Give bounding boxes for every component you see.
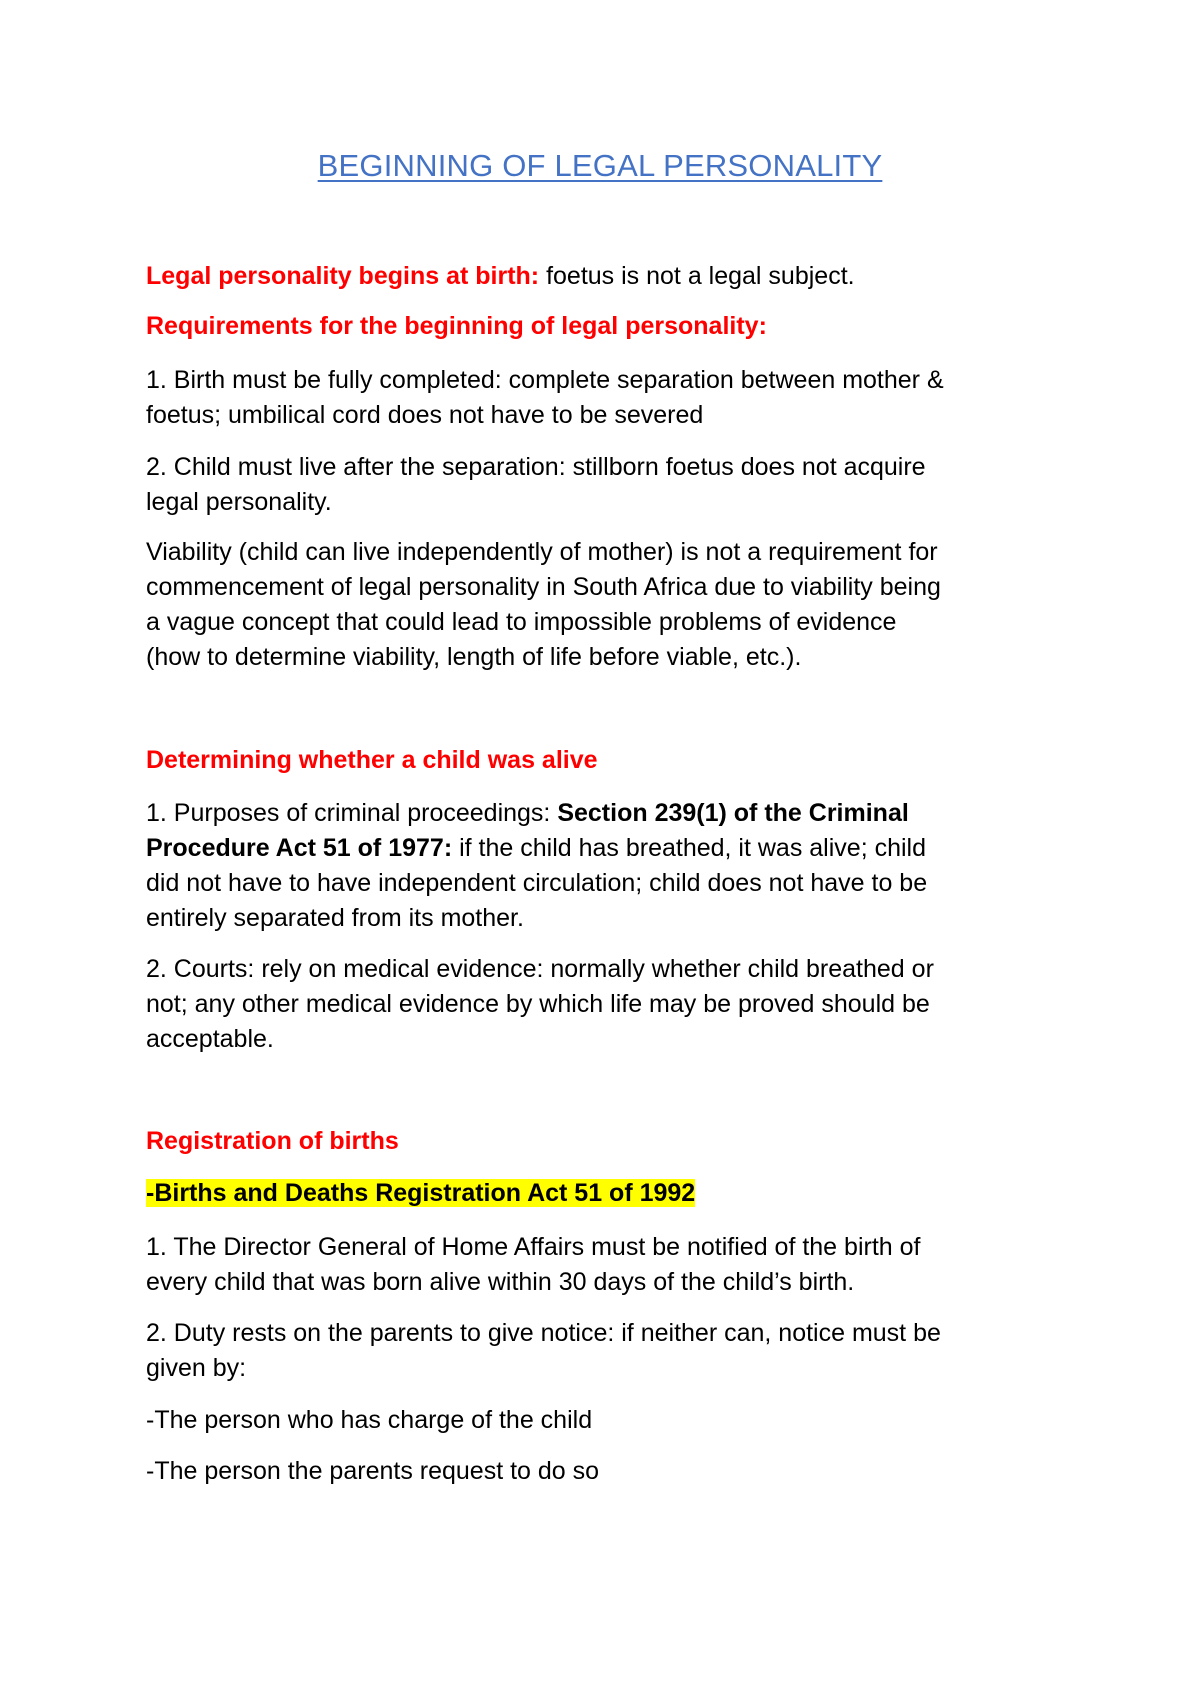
alive-1-section-ref: Section 239(1) of the Criminal <box>557 799 909 827</box>
intro-label: Legal personality begins at birth: <box>146 262 540 290</box>
alive-1-act-ref: Procedure Act 51 of 1977: <box>146 834 453 862</box>
viability-line-3: a vague concept that could lead to impossible problems of evidence <box>146 608 897 636</box>
requirement-2-line-1: 2. Child must live after the separation: stillborn foetus does not acquire <box>146 453 926 481</box>
alive-item-1 <box>146 796 1086 936</box>
alive-2-line-2: not; any other medical evidence by which life may be proved should be <box>146 990 930 1018</box>
registration-2-line-1: 2. Duty rests on the parents to give notice: if neither can, notice must be <box>146 1319 941 1347</box>
page-title: BEGINNING OF LEGAL PERSONALITY <box>317 148 883 183</box>
viability-line-4: (how to determine viability, length of life before viable, etc.). <box>146 643 802 671</box>
registration-bullet-2: -The person the parents request to do so <box>146 1457 600 1485</box>
registration-act-line <box>146 1176 1086 1211</box>
requirement-1-line-2: foetus; umbilical cord does not have to be severed <box>146 401 704 429</box>
viability-line-2: commencement of legal personality in South Africa due to viability being <box>146 573 941 601</box>
requirement-item-1 <box>146 363 1086 433</box>
intro-text: foetus is not a legal subject. <box>539 262 855 290</box>
requirement-1-line-1: 1. Birth must be fully completed: complete separation between mother & <box>146 366 944 394</box>
registration-item-2 <box>146 1316 1086 1386</box>
registration-act-highlight: -Births and Deaths Registration Act 51 of 1992 <box>146 1179 696 1207</box>
alive-1-prefix: 1. Purposes of criminal proceedings: <box>146 799 558 827</box>
requirements-heading: Requirements for the beginning of legal personality: <box>146 312 767 340</box>
alive-item-2 <box>146 952 1086 1057</box>
registration-1-line-1: 1. The Director General of Home Affairs must be notified of the birth of <box>146 1233 921 1261</box>
alive-heading: Determining whether a child was alive <box>146 746 598 774</box>
requirement-item-2 <box>146 450 1086 520</box>
alive-1-line-4: entirely separated from its mother. <box>146 904 524 932</box>
alive-2-line-3: acceptable. <box>146 1025 274 1053</box>
viability-paragraph <box>146 535 1086 675</box>
registration-item-1 <box>146 1230 1086 1300</box>
alive-1-line-3: did not have to have independent circulation; child does not have to be <box>146 869 928 897</box>
registration-1-line-2: every child that was born alive within 30 days of the child’s birth. <box>146 1268 855 1296</box>
registration-heading: Registration of births <box>146 1127 399 1155</box>
viability-line-1: Viability (child can live independently of mother) is not a requirement for <box>146 538 938 566</box>
alive-2-line-1: 2. Courts: rely on medical evidence: normally whether child breathed or <box>146 955 934 983</box>
alive-1-line-2-rest: if the child has breathed, it was alive; child <box>452 834 927 862</box>
registration-bullet-1: -The person who has charge of the child <box>146 1406 593 1434</box>
requirement-2-line-2: legal personality. <box>146 488 332 516</box>
intro-paragraph <box>146 259 1086 294</box>
registration-2-line-2: given by: <box>146 1354 247 1382</box>
